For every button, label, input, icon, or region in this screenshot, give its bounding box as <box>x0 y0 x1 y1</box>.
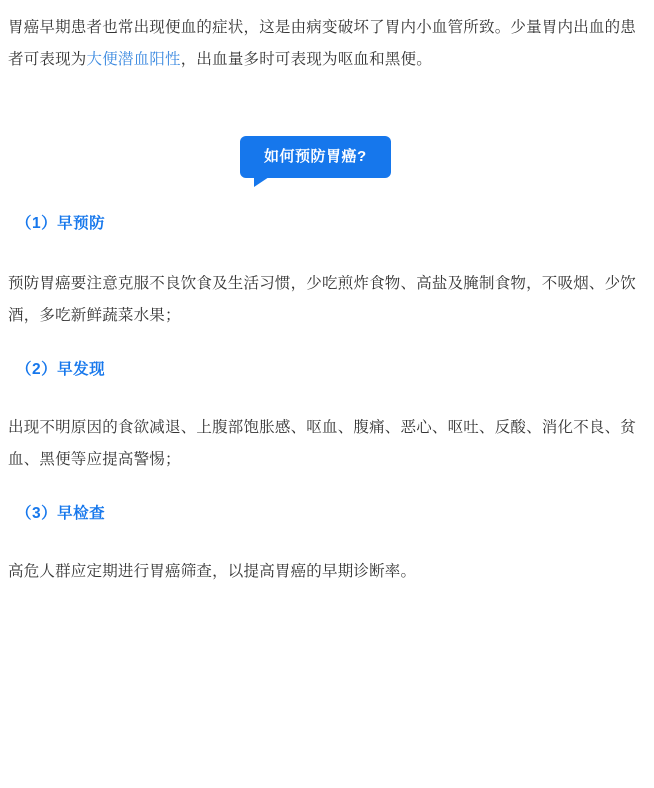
section-title-2: （2）早发现 <box>16 361 106 378</box>
section-body-2: 出现不明原因的食欲减退、上腹部饱胀感、呕血、腹痛、恶心、呕吐、反酸、消化不良、贫血、黑便等应提高警惕； <box>8 419 637 468</box>
section-early-examination <box>8 498 646 588</box>
section-banner-label: 如何预防胃癌? <box>240 136 391 178</box>
spacer <box>8 530 646 556</box>
section-banner-container <box>8 114 646 206</box>
intro-text-part1: 胃癌早期患者也常出现便血的症状，这是由病变破坏了胃内小血管所致。少量胃内出血的患者可表现为 <box>8 19 637 68</box>
intro-highlight-term: 大便潜血阳性 <box>86 51 181 68</box>
intro-paragraph <box>8 0 646 76</box>
section-body-1: 预防胃癌要注意克服不良饮食及生活习惯，少吃煎炸食物、高盐及腌制食物，不吸烟、少饮酒，多吃新鲜蔬菜水果； <box>8 275 637 324</box>
intro-text-part2: ，出血量多时可表现为呕血和黑便。 <box>180 51 432 68</box>
section-title-1: （1）早预防 <box>16 215 106 232</box>
section-early-prevention <box>8 208 646 332</box>
spacer <box>8 386 646 412</box>
section-early-detection <box>8 354 646 476</box>
section-body-3: 高危人群应定期进行胃癌筛查，以提高胃癌的早期诊断率。 <box>8 563 417 580</box>
section-title-3: （3）早检查 <box>16 505 106 522</box>
spacer <box>8 240 646 268</box>
